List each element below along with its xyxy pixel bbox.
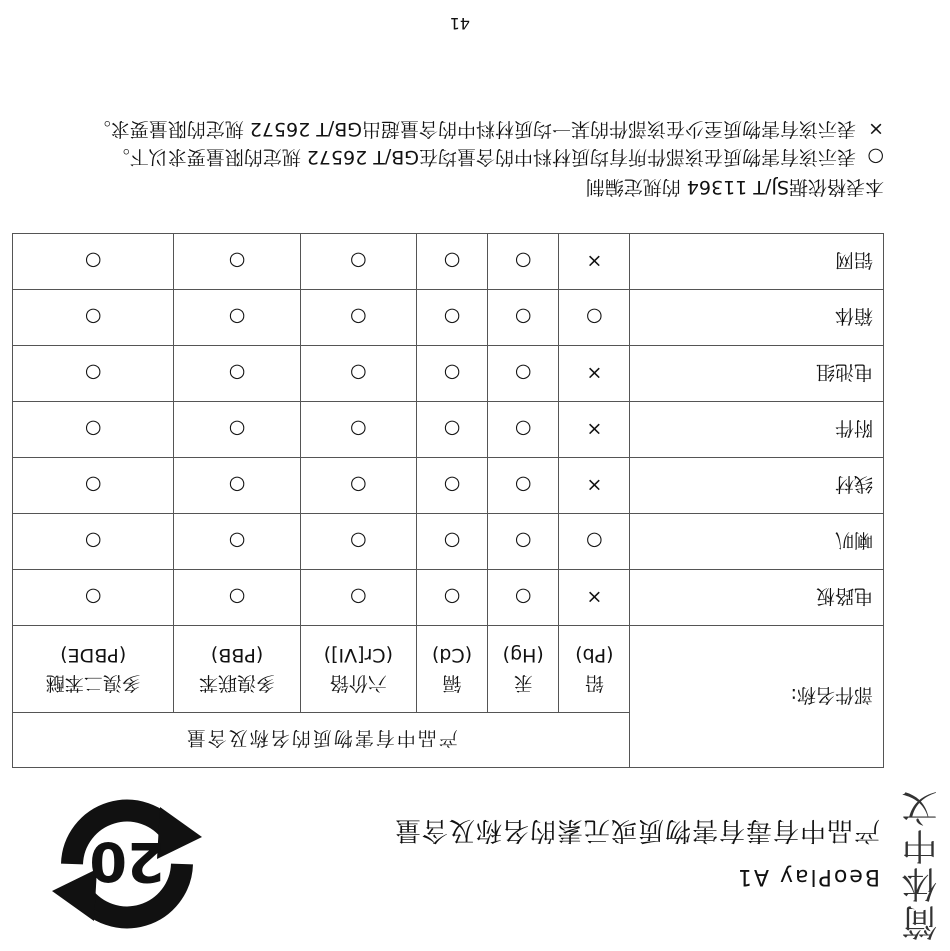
substance-status-cell: ○ [13, 570, 174, 626]
substance-symbol: (Cd) [431, 644, 473, 666]
table-row [13, 570, 884, 626]
substance-header [174, 626, 300, 713]
note-symbol: ○ [867, 146, 884, 168]
substance-status-cell: ○ [300, 570, 416, 626]
substance-status-cell: ○ [174, 402, 300, 458]
table-row [13, 346, 884, 402]
substance-header [300, 626, 416, 713]
part-name: 线材 [630, 458, 884, 514]
substance-status-cell: ○ [416, 570, 487, 626]
part-name: 电路板 [630, 570, 884, 626]
substance-status-cell: ○ [416, 290, 487, 346]
substance-symbol: (Cr[VI]) [323, 644, 393, 666]
table-row [13, 458, 884, 514]
page-number: 41 [449, 14, 470, 33]
part-name: 箱体 [630, 290, 884, 346]
substance-name: 镉 [442, 672, 462, 694]
language-label: 简体中文 [902, 789, 943, 941]
substance-header [416, 626, 487, 713]
note-item [14, 115, 884, 143]
substance-symbol: (Pb) [575, 644, 614, 666]
substance-header [559, 626, 630, 713]
substance-status-cell: ○ [174, 570, 300, 626]
part-name: 电池组 [630, 346, 884, 402]
substance-header [13, 626, 174, 713]
substance-status-cell: × [559, 234, 630, 290]
environmental-protection-use-period-logo [32, 789, 222, 939]
substance-status-cell: ○ [488, 290, 559, 346]
substance-name: 铅 [584, 672, 604, 694]
table-row [13, 234, 884, 290]
col-header-part: 部件名称: [630, 626, 884, 768]
substance-status-cell: ○ [416, 514, 487, 570]
substance-symbol: (PBDE) [60, 644, 127, 666]
table-row [13, 290, 884, 346]
substance-status-cell: ○ [300, 346, 416, 402]
substance-status-cell: ○ [488, 346, 559, 402]
logo-number: 20 [89, 830, 165, 893]
substance-status-cell: × [559, 346, 630, 402]
substance-status-cell: × [559, 402, 630, 458]
note-symbol: × [868, 118, 884, 140]
substance-status-cell: ○ [416, 234, 487, 290]
hazardous-substance-table [12, 233, 884, 768]
substance-name: 六价铬 [329, 672, 387, 694]
substance-status-cell: ○ [416, 402, 487, 458]
col-header-group: 产品中有害物质的名称及含量 [13, 713, 630, 768]
substance-status-cell: ○ [488, 234, 559, 290]
substance-name: 汞 [513, 672, 533, 694]
note-text: 表示该有害物质至少在该部件的某一均质材料中的含量超出GB/T 26572 规定的限量要求。 [91, 118, 856, 140]
substance-status-cell: ○ [300, 514, 416, 570]
substance-status-cell: ○ [174, 514, 300, 570]
substance-status-cell: ○ [559, 290, 630, 346]
substance-symbol: (PBB) [210, 644, 264, 666]
table-row [13, 514, 884, 570]
substance-status-cell: × [559, 458, 630, 514]
substance-status-cell: ○ [416, 346, 487, 402]
substance-status-cell: ○ [174, 290, 300, 346]
substance-status-cell: ○ [13, 290, 174, 346]
substance-status-cell: ○ [416, 458, 487, 514]
page-title: 产品中有毒有害物质或元素的名称及含量 [393, 815, 880, 845]
product-name: BeoPlay A1 [735, 864, 880, 889]
substance-status-cell: ○ [13, 346, 174, 402]
substance-status-cell: ○ [559, 514, 630, 570]
substance-status-cell: ○ [300, 402, 416, 458]
substance-name: 多溴二苯醚 [45, 672, 141, 694]
substance-status-cell: ○ [174, 234, 300, 290]
table-row [13, 402, 884, 458]
note-item [14, 143, 884, 171]
notes-section [14, 115, 884, 201]
note-text: 表示该有害物质在该部件所有均质材料中的含量均在GB/T 26572 规定的限量要求以下。 [110, 146, 856, 168]
substance-status-cell: ○ [174, 346, 300, 402]
substance-symbol: (Hg) [502, 644, 544, 666]
substance-status-cell: ○ [13, 514, 174, 570]
substance-status-cell: ○ [300, 234, 416, 290]
part-name: 喇叭 [630, 514, 884, 570]
part-name: 铝网 [630, 234, 884, 290]
substance-status-cell: ○ [488, 458, 559, 514]
notes-basis: 本表格依据SJ/T 11364 的规定编制 [585, 176, 884, 198]
substance-name: 多溴联苯 [199, 672, 276, 694]
substance-status-cell: ○ [300, 290, 416, 346]
substance-status-cell: ○ [488, 402, 559, 458]
substance-status-cell: ○ [300, 458, 416, 514]
substance-status-cell: ○ [13, 234, 174, 290]
substance-status-cell: ○ [488, 514, 559, 570]
substance-status-cell: ○ [13, 458, 174, 514]
part-name: 附件 [630, 402, 884, 458]
substance-status-cell: ○ [174, 458, 300, 514]
substance-header [488, 626, 559, 713]
substance-status-cell: ○ [488, 570, 559, 626]
substance-status-cell: ○ [13, 402, 174, 458]
substance-status-cell: × [559, 570, 630, 626]
